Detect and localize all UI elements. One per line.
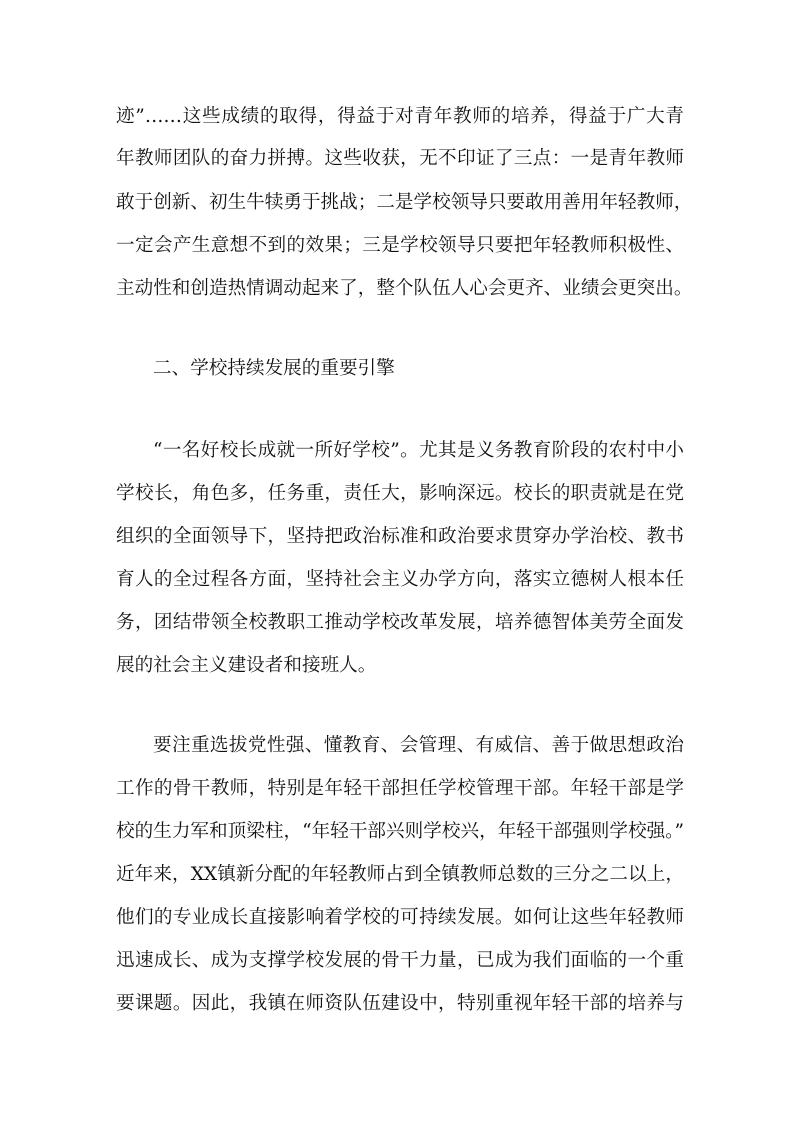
paragraph-3-line-7: 要课题。因此，我镇在师资队伍建设中，特别重视年轻干部的培养与 — [116, 993, 684, 1014]
paragraph-2-line-2: 学校长，角色多，任务重，责任大，影响深远。校长的职责就是在党 — [116, 483, 684, 504]
paragraph-1-line-5: 主动性和创造热情调动起来了，整个队伍人心会更齐、业绩会更突出。 — [116, 278, 693, 299]
paragraph-1-line-4: 一定会产生意想不到的效果；三是学校领导只要把年轻教师积极性、 — [116, 235, 684, 256]
paragraph-1-line-2: 年教师团队的奋力拼搏。这些收获，无不印证了三点：一是青年教师 — [116, 148, 684, 169]
paragraph-2-line-6: 展的社会主义建设者和接班人。 — [116, 655, 377, 676]
paragraph-3-line-3: 校的生力军和顶梁柱，“年轻干部兴则学校兴，年轻干部强则学校强。” — [116, 821, 684, 842]
paragraph-1-line-1: 迹”……这些成绩的取得，得益于对青年教师的培养，得益于广大青 — [116, 106, 684, 127]
paragraph-3-line-6: 迅速成长、成为支撑学校发展的骨干力量，已成为我们面临的一个重 — [116, 950, 684, 971]
paragraph-3-line-2: 工作的骨干教师，特别是年轻干部担任学校管理干部。年轻干部是学 — [116, 778, 684, 799]
section-heading: 二、学校持续发展的重要引擎 — [153, 358, 395, 379]
paragraph-3-line-5: 他们的专业成长直接影响着学校的可持续发展。如何让这些年轻教师 — [116, 907, 684, 928]
paragraph-2-line-3: 组织的全面领导下，坚持把政治标准和政治要求贯穿办学治校、教书 — [116, 526, 684, 547]
paragraph-3-line-1: 要注重选拔党性强、懂教育、会管理、有威信、善于做思想政治 — [153, 735, 684, 756]
paragraph-2-line-4: 育人的全过程各方面，坚持社会主义办学方向，落实立德树人根本任 — [116, 569, 684, 590]
paragraph-2-line-5: 务，团结带领全校教职工推动学校改革发展，培养德智体美劳全面发 — [116, 612, 684, 633]
paragraph-1-line-3: 敢于创新、初生牛犊勇于挑战；二是学校领导只要敢用善用年轻教师， — [116, 192, 693, 213]
paragraph-3-line-4: 近年来，XX镇新分配的年轻教师占到全镇教师总数的三分之二以上， — [116, 864, 684, 885]
paragraph-2-line-1: “一名好校长成就一所好学校”。尤其是义务教育阶段的农村中小 — [153, 440, 684, 461]
